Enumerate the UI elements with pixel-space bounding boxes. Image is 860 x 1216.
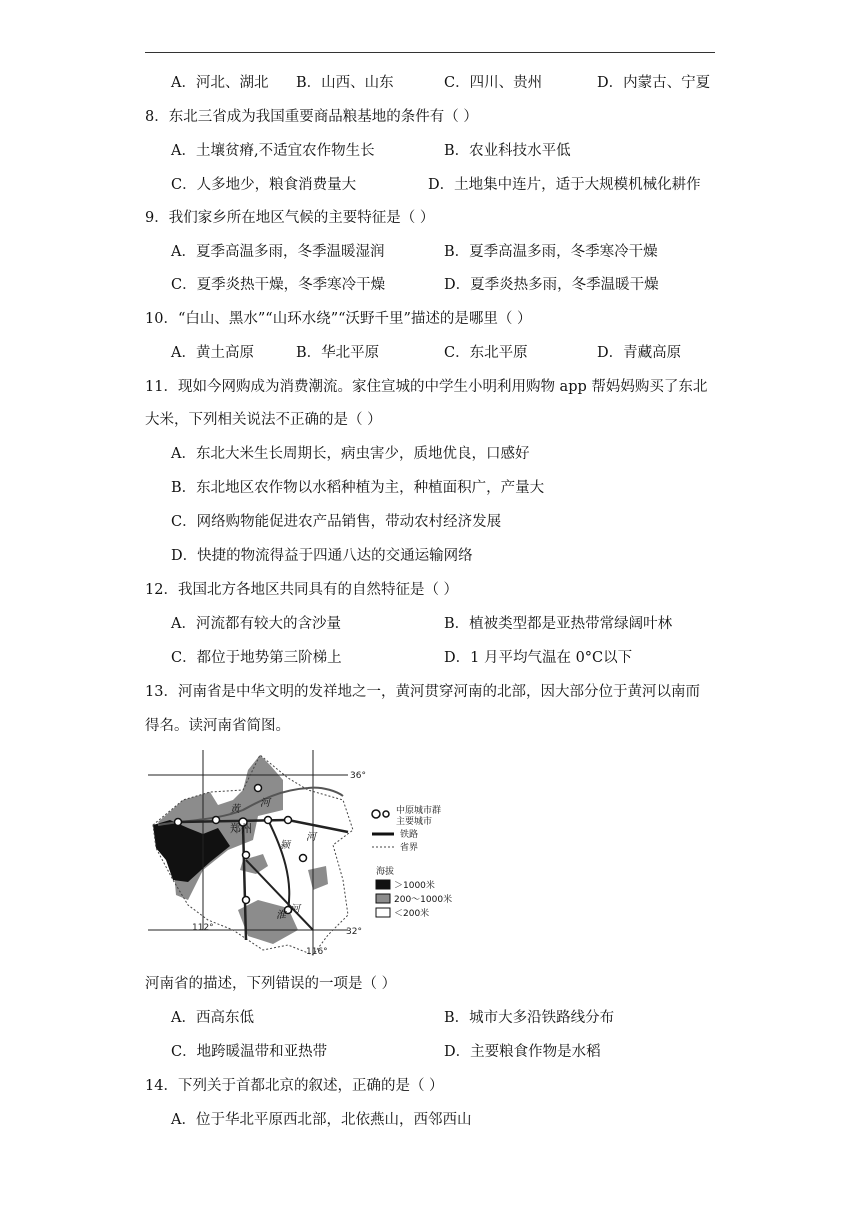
q13-option-c: C．地跨暖温带和亚热带 — [171, 1044, 328, 1060]
lat-36-label: 36° — [350, 771, 366, 781]
city-marker — [285, 817, 292, 824]
q14-option-a: A．位于华北平原西北部，北依燕山，西邻西山 — [171, 1112, 472, 1128]
q10-option-c: C．东北平原 — [444, 345, 528, 361]
q9-option-b: B．夏季高温多雨，冬季寒冷干燥 — [444, 244, 658, 260]
city-marker — [265, 817, 272, 824]
q10-stem: 10．“白山、黑水”“山环水绕”“沃野千里”描述的是哪里（ ） — [145, 311, 532, 327]
railway — [268, 820, 289, 910]
q11-option-d: D．快捷的物流得益于四通八达的交通运输网络 — [171, 548, 473, 564]
q13-stem-line2: 得名。读河南省简图。 — [145, 718, 290, 734]
q12-stem: 12．我国北方各地区共同具有的自然特征是（ ） — [145, 582, 459, 598]
huai-river-label-2: 河 — [290, 904, 300, 915]
q12-option-c: C．都位于地势第三阶梯上 — [171, 650, 342, 666]
yellow-river-label-2: 河 — [260, 798, 270, 809]
q14-stem: 14．下列关于首都北京的叙述，正确的是（ ） — [145, 1078, 444, 1094]
q9-option-a: A．夏季高温多雨，冬季温暖湿润 — [171, 244, 385, 260]
q10-option-b: B．华北平原 — [296, 345, 380, 361]
q11-option-a: A．东北大米生长周期长，病虫害少，质地优良，口感好 — [171, 446, 530, 462]
legend-railway: 铁路 — [400, 830, 419, 840]
q8-stem: 8．东北三省成为我国重要商品粮基地的条件有（ ） — [145, 109, 478, 125]
city-marker — [243, 897, 250, 904]
q8-option-a: A．土壤贫瘠,不适宜农作物生长 — [171, 143, 375, 159]
legend-elevation-title: 海拔 — [376, 867, 395, 877]
legend-cities-line1: 中原城市群 — [396, 806, 442, 816]
q9-stem: 9．我们家乡所在地区气候的主要特征是（ ） — [145, 210, 435, 226]
city-marker — [175, 819, 182, 826]
legend-high: ＞1000米 — [394, 881, 435, 891]
q12-option-b: B．植被类型都是亚热带常绿阔叶林 — [444, 616, 673, 632]
q11-stem-line2: 大米，下列相关说法不正确的是（ ） — [145, 412, 382, 428]
q13-option-d: D．主要粮食作物是水稻 — [444, 1044, 601, 1060]
q13-stem-line1: 13．河南省是中华文明的发祥地之一，黄河贯穿河南的北部，因大部分位于黄河以南而 — [145, 684, 700, 700]
q7-option-b: B．山西、山东 — [296, 75, 394, 91]
huai-river-label-1: 淮 — [276, 910, 286, 921]
q10-option-a: A．黄土高原 — [171, 345, 254, 361]
q9-option-d: D．夏季炎热多雨，冬季温暖干燥 — [444, 277, 659, 293]
q11-stem-line1: 11．现如今网购成为消费潮流。家住宣城的中学生小明利用购物 app 帮妈妈购买了东北 — [145, 379, 708, 395]
ying-river-label-2: 河 — [306, 832, 316, 843]
q8-option-b: B．农业科技水平低 — [444, 143, 571, 159]
q10-option-d: D．青藏高原 — [597, 345, 682, 361]
city-marker — [255, 785, 262, 792]
lon-116-label: 116° — [306, 947, 328, 957]
elevation-mid-east — [308, 866, 328, 890]
city-marker — [213, 817, 220, 824]
legend-cities-line2: 主要城市 — [396, 817, 433, 827]
q7-option-d: D．内蒙古、宁夏 — [597, 75, 711, 91]
city-marker — [243, 852, 250, 859]
q7-option-c: C．四川、贵州 — [444, 75, 543, 91]
q13-option-a: A．西高东低 — [171, 1010, 254, 1026]
q9-option-c: C．夏季炎热干燥，冬季寒冷干燥 — [171, 277, 386, 293]
q11-option-b: B．东北地区农作物以水稻种植为主，种植面积广，产量大 — [171, 480, 545, 496]
legend-mid: 200～1000米 — [394, 895, 453, 905]
yellow-river-label-1: 黄 — [230, 804, 240, 815]
city-marker — [300, 855, 307, 862]
lat-32-label: 32° — [346, 927, 362, 937]
q8-option-c: C．人多地少，粮食消费量大 — [171, 177, 357, 193]
ying-river-label-1: 颍 — [280, 840, 290, 851]
q8-option-d: D．土地集中连片，适于大规模机械化耕作 — [428, 177, 701, 193]
legend-low: ＜200米 — [394, 909, 430, 919]
zhengzhou-label: 郑州 — [230, 822, 252, 835]
q13-sub-stem: 河南省的描述，下列错误的一项是（ ） — [145, 976, 397, 992]
lon-112-label: 112° — [192, 923, 214, 933]
q12-option-a: A．河流都有较大的含沙量 — [171, 616, 341, 632]
q11-option-c: C．网络购物能促进农产品销售，带动农村经济发展 — [171, 514, 502, 530]
q7-option-a: A．河北、湖北 — [171, 75, 269, 91]
legend-boundary: 省界 — [400, 843, 419, 853]
header-rule — [145, 52, 715, 53]
q12-option-d: D．1 月平均气温在 0°C以下 — [444, 650, 633, 666]
map-legend — [372, 804, 452, 919]
q13-option-b: B．城市大多沿铁路线分布 — [444, 1010, 615, 1026]
henan-map — [148, 750, 478, 960]
